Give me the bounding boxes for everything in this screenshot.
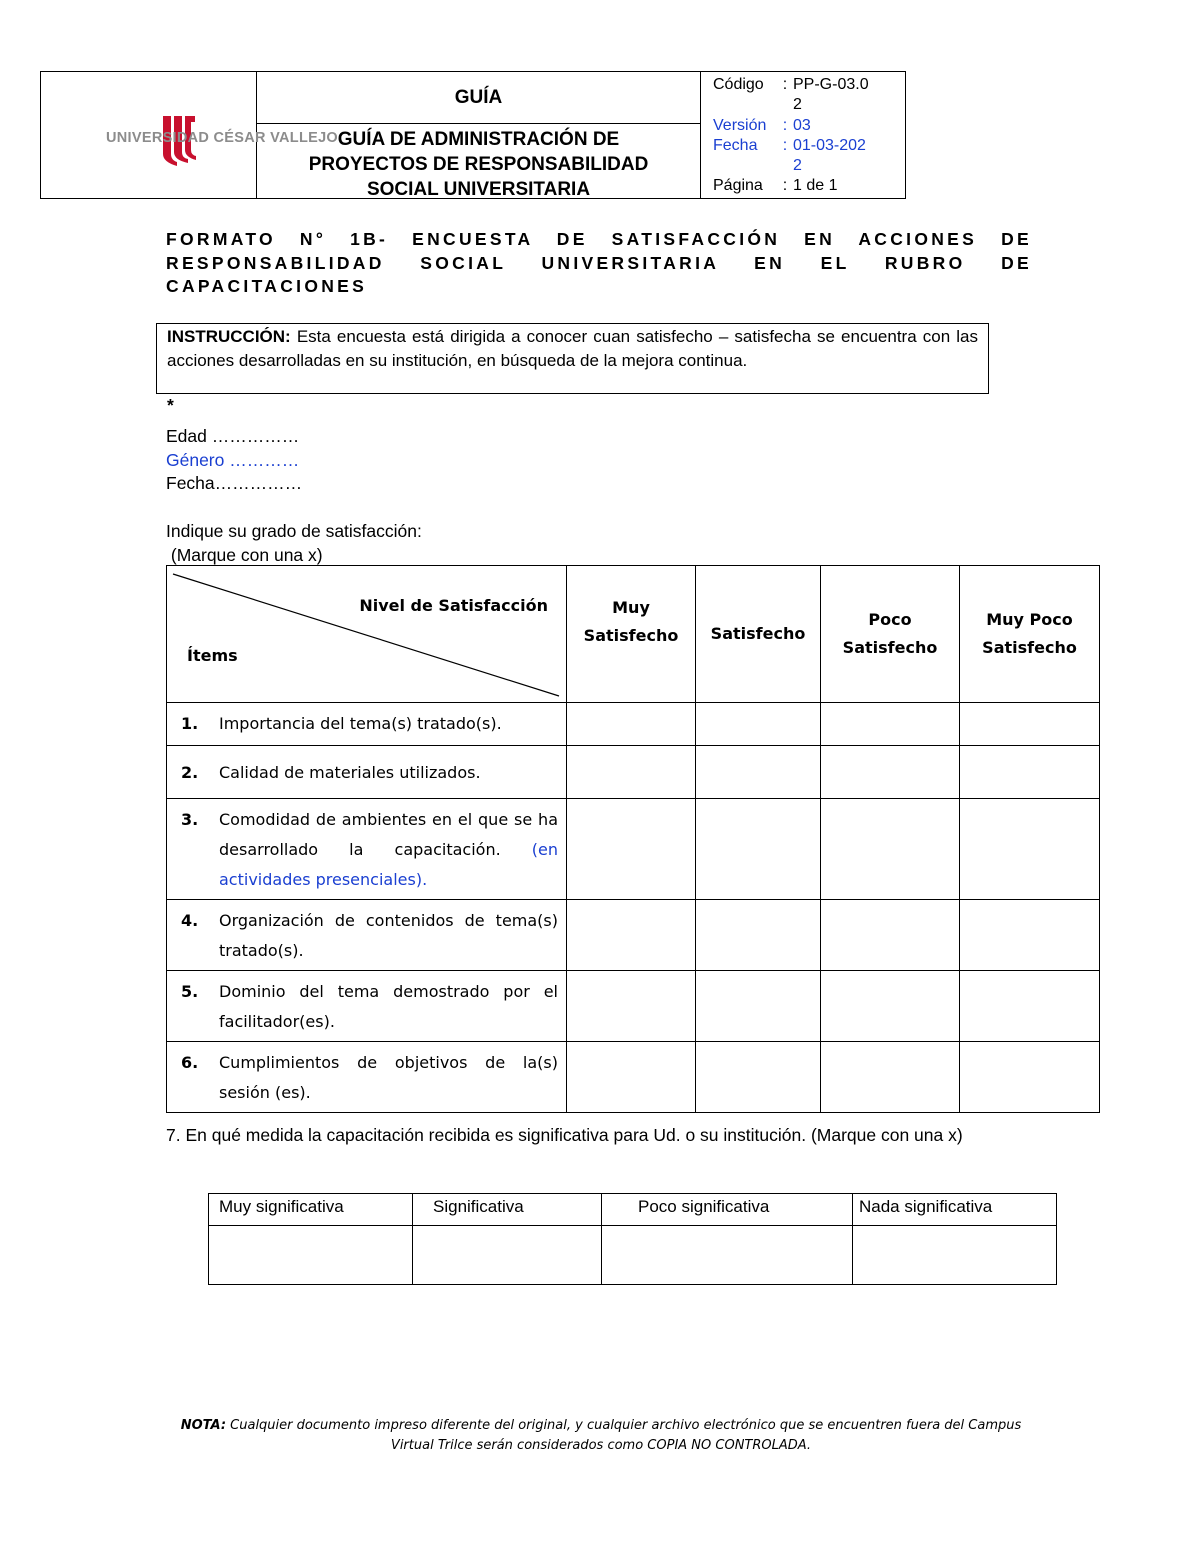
pagina-value: 1 de 1 [793,177,838,194]
answer-cell[interactable] [567,799,696,900]
answer-cell[interactable] [960,1042,1100,1113]
item-cell [167,1042,567,1113]
answer-cell[interactable] [821,1042,960,1113]
genero-field[interactable]: Género ………… [166,450,300,470]
item-text: Comodidad de ambientes en el que se ha desarrollado la capacitación. [219,810,558,859]
table-row [167,971,1100,1042]
corner-cell [167,566,567,703]
guide-type: GUÍA [257,72,700,124]
item-cell [167,799,567,900]
instruction-box [156,323,989,394]
item-number: 3. [181,810,199,829]
option-label: Muy significativa [209,1194,413,1226]
item-text: Importancia del tema(s) tratado(s). [219,714,502,733]
instruction-text: Esta encuesta está dirigida a conocer cuan satisfecho – satisfecha se encuentra con las acciones desarrolladas en su institución, en búsqueda de la mejora continua. [167,327,978,370]
significance-header-row [209,1194,1057,1226]
nota-label: NOTA: [180,1418,227,1433]
meta-codigo [713,75,873,115]
table-row [167,1042,1100,1113]
fecha-field[interactable]: Fecha…………… [166,473,303,493]
answer-cell[interactable] [696,746,821,799]
significance-table [208,1193,1057,1285]
answer-cell[interactable] [821,799,960,900]
answer-cell[interactable] [821,971,960,1042]
fecha-label: Fecha [713,137,758,154]
meta-cell [701,72,905,198]
logo-text: UNIVERSIDAD CÉSAR VALLEJO [106,130,339,146]
answer-cell[interactable] [853,1226,1057,1285]
option-label: Poco significativa [602,1194,853,1226]
meta-version [713,116,873,136]
answer-cell[interactable] [696,1042,821,1113]
significance-answer-row [209,1226,1057,1285]
table-row [167,746,1100,799]
answer-cell[interactable] [960,703,1100,746]
guide-title: GUÍA DE ADMINISTRACIÓN DE PROYECTOS DE RESPONSABILIDAD SOCIAL UNIVERSITARIA [308,128,649,200]
diagonal-line [167,566,567,702]
item-cell [167,900,567,971]
meta-fecha [713,136,873,176]
item-number: 5. [181,982,199,1001]
table-row [167,799,1100,900]
answer-cell[interactable] [960,900,1100,971]
item-number: 2. [181,763,199,782]
answer-cell[interactable] [821,900,960,971]
codigo-value: PP-G-03.02 [793,76,869,113]
answer-cell[interactable] [960,971,1100,1042]
asterisk: * [167,395,174,415]
item-text: Calidad de materiales utilizados. [219,763,481,782]
item-text: Cumplimientos de objetivos de la(s) sesión (es). [219,1053,558,1102]
codigo-sep: : [782,76,788,93]
answer-cell[interactable] [696,703,821,746]
item-number: 1. [181,714,199,733]
prompt-line2: (Marque con una x) [166,545,323,565]
col-header: Satisfecho [696,566,821,703]
fecha-sep: : [782,137,788,154]
col-header: Muy Satisfecho [567,566,696,703]
option-label: Significativa [413,1194,602,1226]
form-title: FORMATO N° 1B- ENCUESTA DE SATISFACCIÓN EN ACCIONES DE RESPONSABILIDAD SOCIAL UNIVERSITARIA EN EL RUBRO DE CAPACITACIONES [166,229,1032,296]
answer-cell[interactable] [567,1042,696,1113]
item-cell [167,971,567,1042]
version-label: Versión [713,117,767,134]
codigo-label: Código [713,76,764,93]
answer-cell[interactable] [567,746,696,799]
item-note: (en actividades presenciales). [219,840,558,889]
answer-cell[interactable] [567,971,696,1042]
pagina-label: Página [713,177,763,194]
answer-cell[interactable] [567,703,696,746]
edad-field[interactable]: Edad …………… [166,426,300,446]
version-sep: : [782,117,788,134]
col-header: Muy Poco Satisfecho [960,566,1100,703]
item-cell [167,703,567,746]
answer-cell[interactable] [602,1226,853,1285]
answer-cell[interactable] [821,703,960,746]
answer-cell[interactable] [821,746,960,799]
question-7: 7. En qué medida la capacitación recibida es significativa para Ud. o su institución. (Marque con una x) [166,1125,963,1145]
table-row [167,703,1100,746]
satisfaction-table [166,565,1100,1113]
pagina-sep: : [782,177,788,194]
table-row [167,900,1100,971]
answer-cell[interactable] [696,900,821,971]
answer-cell[interactable] [696,799,821,900]
meta-pagina [713,176,873,196]
item-number: 4. [181,911,199,930]
col-header: Poco Satisfecho [821,566,960,703]
answer-cell[interactable] [413,1226,602,1285]
version-value: 03 [793,117,811,134]
table-header-row [167,566,1100,703]
item-text: Organización de contenidos de tema(s) tratado(s). [219,911,558,960]
answer-cell[interactable] [696,971,821,1042]
answer-cell[interactable] [567,900,696,971]
prompt-line1: Indique su grado de satisfacción: [166,521,422,541]
fecha-value: 01-03-2022 [793,137,866,174]
instruction-label: INSTRUCCIÓN: [167,327,291,346]
option-label: Nada significativa [853,1194,1057,1226]
answer-cell[interactable] [960,746,1100,799]
answer-cell[interactable] [209,1226,413,1285]
footer-note [166,1416,1036,1456]
answer-cell[interactable] [960,799,1100,900]
item-number: 6. [181,1053,199,1072]
corner-items-label: Ítems [187,646,238,665]
nota-text: Cualquier documento impreso diferente del original, y cualquier archivo electrónico que se encuentren fuera del Campus Virtual Trilce serán considerados como COPIA NO CONTROLADA. [226,1418,1022,1453]
corner-nivel-label: Nivel de Satisfacción [359,596,548,615]
item-text: Dominio del tema demostrado por el facilitador(es). [219,982,558,1031]
item-cell [167,746,567,799]
